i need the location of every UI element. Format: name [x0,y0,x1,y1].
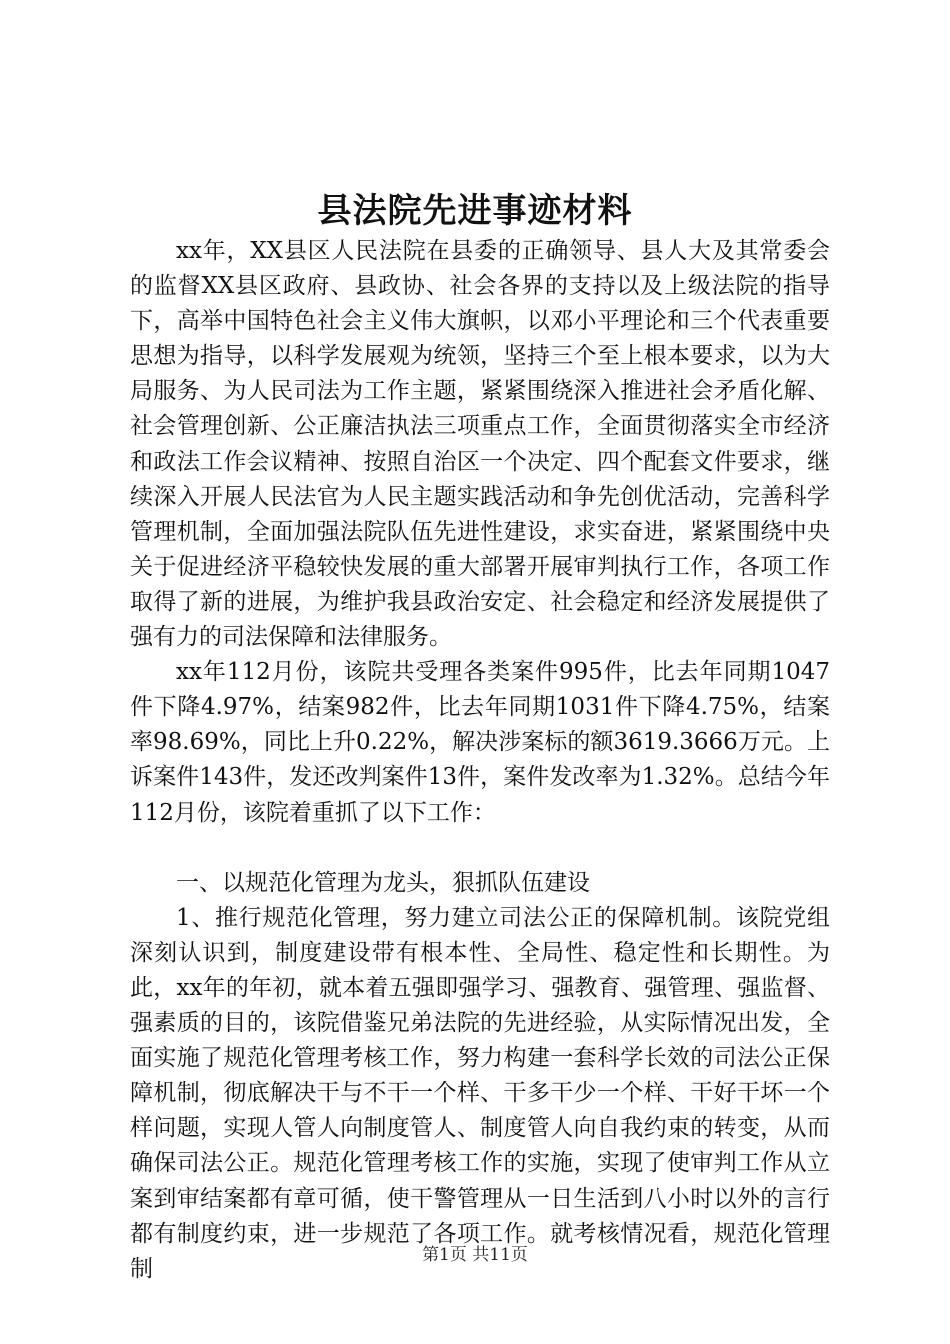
section-paragraph: 1、推行规范化管理，努力建立司法公正的保障机制。该院党组深刻认识到，制度建设带有根本性、全局性、稳定性和长期性。为此，xx年的年初，就本着五强即强学习、强教育、强管理、强监督、强素质的目的，该院借鉴兄弟法院的先进经验，从实际情况出发，全面实施了规范化管理考核工作，努力构建一套科学长效的司法公正保障机制，彻底解决干与不干一个样、干多干少一个样、干好干坏一个样问题，实现人管人向制度管人、制度管人向自我约束的转变，从而确保司法公正。规范化管理考核工作的实施，实现了使审判工作从立案到审结案都有章可循，使干警管理从一日生活到八小时以外的言行都有制度约束，进一步规范了各项工作。就考核情况看，规范化管理制 [130,904,830,1282]
document-body [130,234,830,1287]
paragraph-spacer [130,831,830,866]
page-footer: 第1页 共11页 [422,1245,528,1265]
section-heading: 一、以规范化管理为龙头，狠抓队伍建设 [176,869,590,896]
statistics-paragraph: xx年112月份，该院共受理各类案件995件，比去年同期1047件下降4.97%，结案982件，比去年同期1031件下降4.75%，结案率98.69%，同比上升0.22%，解决涉案标的额3619.3666万元。上诉案件143件，发还改判案件13件，案件发改率为1.32%。总结今年112月份，该院着重抓了以下工作： [130,659,830,826]
document-title: 县法院先进事迹材料 [317,191,633,231]
intro-paragraph: xx年，XX县区人民法院在县委的正确领导、县人大及其常委会的监督XX县区政府、县政协、社会各界的支持以及上级法院的指导下，高举中国特色社会主义伟大旗帜，以邓小平理论和三个代表重要思想为指导，以科学发展观为统领，坚持三个至上根本要求，以为大局服务、为人民司法为工作主题，紧紧围绕深入推进社会矛盾化解、社会管理创新、公正廉洁执法三项重点工作，全面贯彻落实全市经济和政法工作会议精神、按照自治区一个决定、四个配套文件要求，继续深入开展人民法官为人民主题实践活动和争先创优活动，完善科学管理机制，全面加强法院队伍先进性建设，求实奋进，紧紧围绕中央关于促进经济平稳较快发展的重大部署开展审判执行工作，各项工作取得了新的进展，为维护我县政治安定、社会稳定和经济发展提供了强有力的司法保障和法律服务。 [130,238,830,651]
